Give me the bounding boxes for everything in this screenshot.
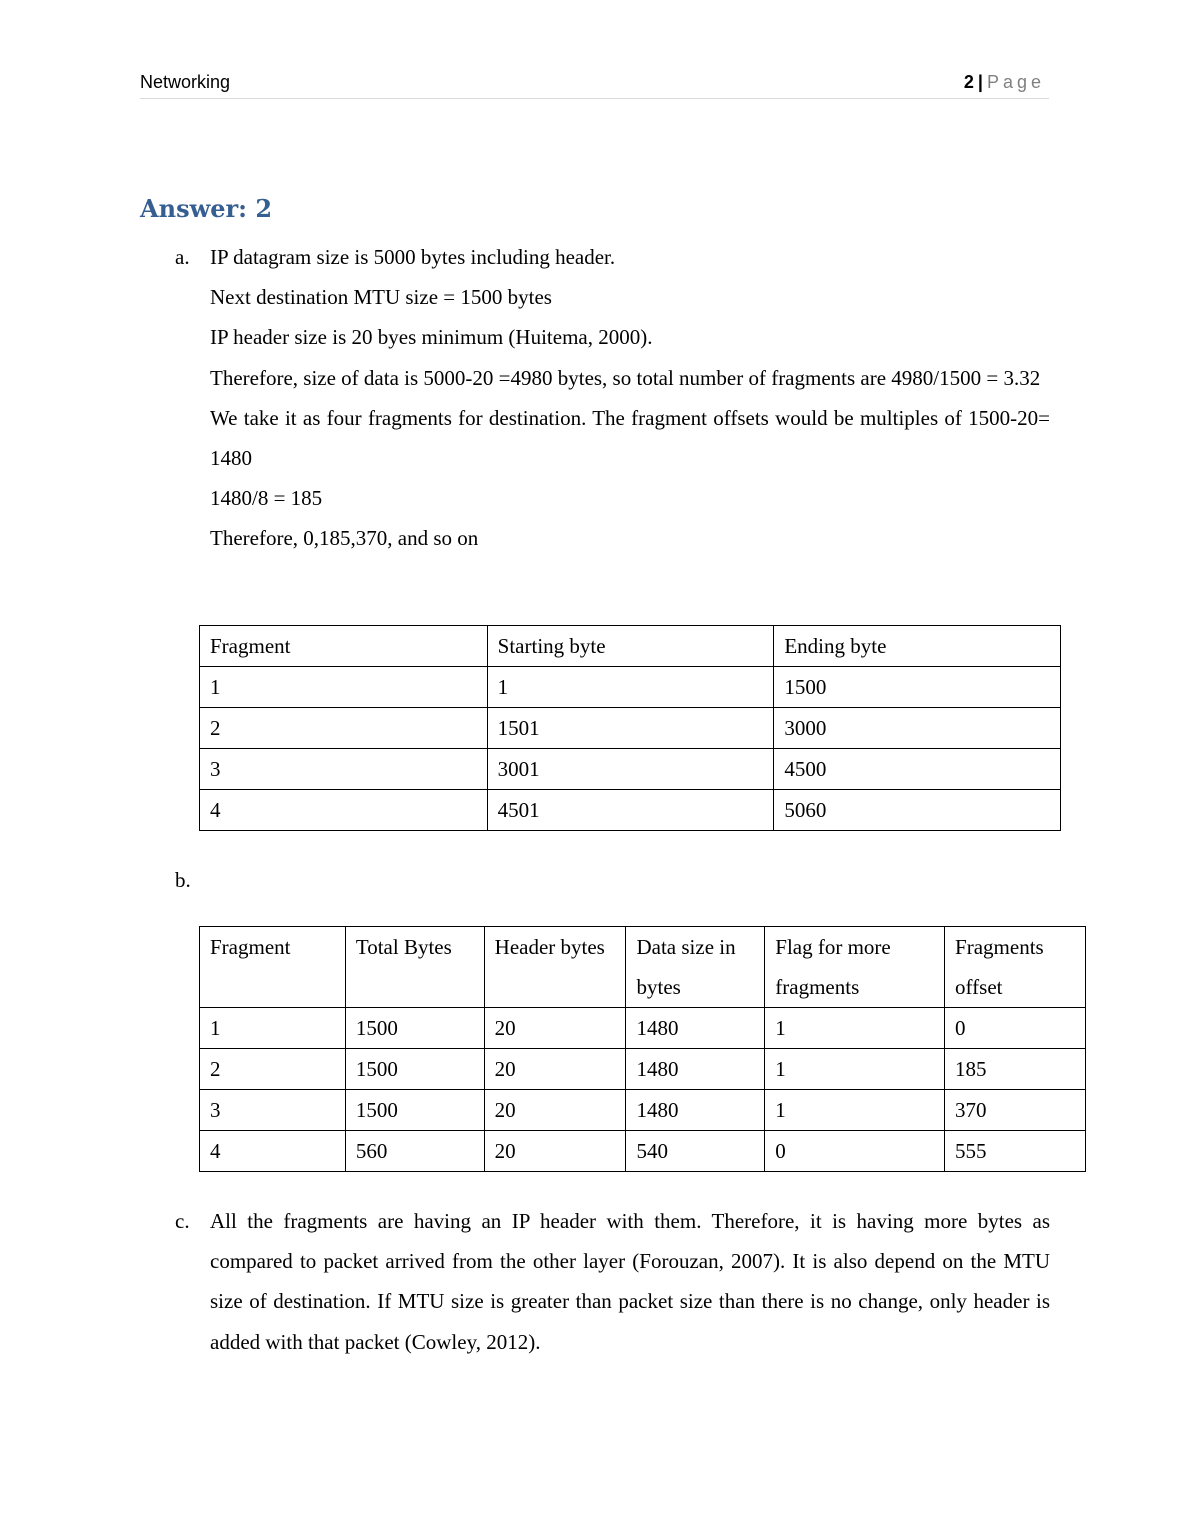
table-header-cell: Fragment: [200, 626, 488, 667]
table-header-cell: Fragments offset: [945, 927, 1086, 1008]
table-header-row: [200, 626, 1061, 667]
fragment-detail-table: [199, 926, 1086, 1172]
table-cell: 4501: [487, 790, 774, 831]
table-cell: 20: [484, 1131, 626, 1172]
table-cell: 1: [200, 1008, 346, 1049]
section-a-content: [210, 237, 1050, 559]
table-cell: 3: [200, 1090, 346, 1131]
table-cell: 1500: [345, 1090, 484, 1131]
table-row: [200, 1049, 1086, 1090]
page-header: [140, 70, 1049, 99]
table-cell: 1: [765, 1049, 945, 1090]
table-cell: 1500: [774, 667, 1061, 708]
table-cell: 1: [487, 667, 774, 708]
table-cell: 1500: [345, 1008, 484, 1049]
table-header-cell: Data size in bytes: [626, 927, 765, 1008]
section-c-paragraph: All the fragments are having an IP header with them. Therefore, it is having more bytes as compared to packet arrived from the other layer (Forouzan, 2007). It is also depend on the MTU size of destination. If MTU size is greater than packet size than there is no change, only header is added with that packet (Cowley, 2012).: [210, 1209, 1050, 1354]
table-cell: 3000: [774, 708, 1061, 749]
list-marker-a: a.: [175, 245, 190, 269]
table-cell: 20: [484, 1049, 626, 1090]
table-cell: 4500: [774, 749, 1061, 790]
line-fragment-offsets: We take it as four fragments for destination. The fragment offsets would be multiples of 1500-20= 1480: [210, 405, 1050, 471]
line-offset-calc: 1480/8 = 185: [210, 486, 323, 511]
table-cell: 3: [200, 749, 488, 790]
table-header-cell: Total Bytes: [345, 927, 484, 1008]
table-cell: 0: [765, 1131, 945, 1172]
table-row: [200, 1008, 1086, 1049]
table-header-cell: Flag for more fragments: [765, 927, 945, 1008]
table-cell: 560: [345, 1131, 484, 1172]
table-row: [200, 749, 1061, 790]
section-a: [175, 237, 1050, 559]
line-header-size: IP header size is 20 byes minimum (Huitema, 2000).: [210, 325, 653, 350]
table-cell: 5060: [774, 790, 1061, 831]
page-separator: |: [977, 72, 983, 92]
line-mtu-size: Next destination MTU size = 1500 bytes: [210, 285, 552, 310]
table-row: [200, 667, 1061, 708]
table-cell: 4: [200, 1131, 346, 1172]
table-row: [200, 708, 1061, 749]
table-cell: 1480: [626, 1008, 765, 1049]
table-cell: 1501: [487, 708, 774, 749]
table-cell: 1480: [626, 1049, 765, 1090]
table-row: [200, 790, 1061, 831]
table-cell: 1480: [626, 1090, 765, 1131]
list-marker-c: c.: [175, 1209, 190, 1233]
fragment-byte-table: [199, 625, 1061, 831]
table-header-cell: Fragment: [200, 927, 346, 1008]
table-header-cell: Ending byte: [774, 626, 1061, 667]
page-number-block: [964, 72, 1045, 93]
table-cell: 185: [945, 1049, 1086, 1090]
section-c: [175, 1201, 1050, 1362]
table-cell: 540: [626, 1131, 765, 1172]
table-cell: 20: [484, 1090, 626, 1131]
table-header-row: [200, 927, 1086, 1008]
line-datagram-size: IP datagram size is 5000 bytes including header.: [210, 245, 616, 269]
table-cell: 0: [945, 1008, 1086, 1049]
table-cell: 20: [484, 1008, 626, 1049]
header-title: Networking: [140, 72, 231, 92]
table-cell: 1: [765, 1090, 945, 1131]
table-cell: 3001: [487, 749, 774, 790]
table-cell: 1500: [345, 1049, 484, 1090]
table-cell: 370: [945, 1090, 1086, 1131]
line-offset-values: Therefore, 0,185,370, and so on: [210, 526, 479, 551]
table-cell: 4: [200, 790, 488, 831]
line-data-size: Therefore, size of data is 5000-20 =4980 bytes, so total number of fragments are 4980/1500 = 3.32: [210, 365, 1041, 390]
table-cell: 2: [200, 708, 488, 749]
answer-heading: Answer: 2: [140, 194, 273, 223]
table-header-cell: Header bytes: [484, 927, 626, 1008]
list-marker-b: b.: [175, 868, 191, 892]
page-label: Page: [986, 72, 1045, 92]
table-cell: 555: [945, 1131, 1086, 1172]
page-number: 2: [963, 72, 974, 92]
table-cell: 1: [765, 1008, 945, 1049]
table-cell: 1: [200, 667, 488, 708]
table-cell: 2: [200, 1049, 346, 1090]
table-row: [200, 1090, 1086, 1131]
table-header-cell: Starting byte: [487, 626, 774, 667]
table-row: [200, 1131, 1086, 1172]
